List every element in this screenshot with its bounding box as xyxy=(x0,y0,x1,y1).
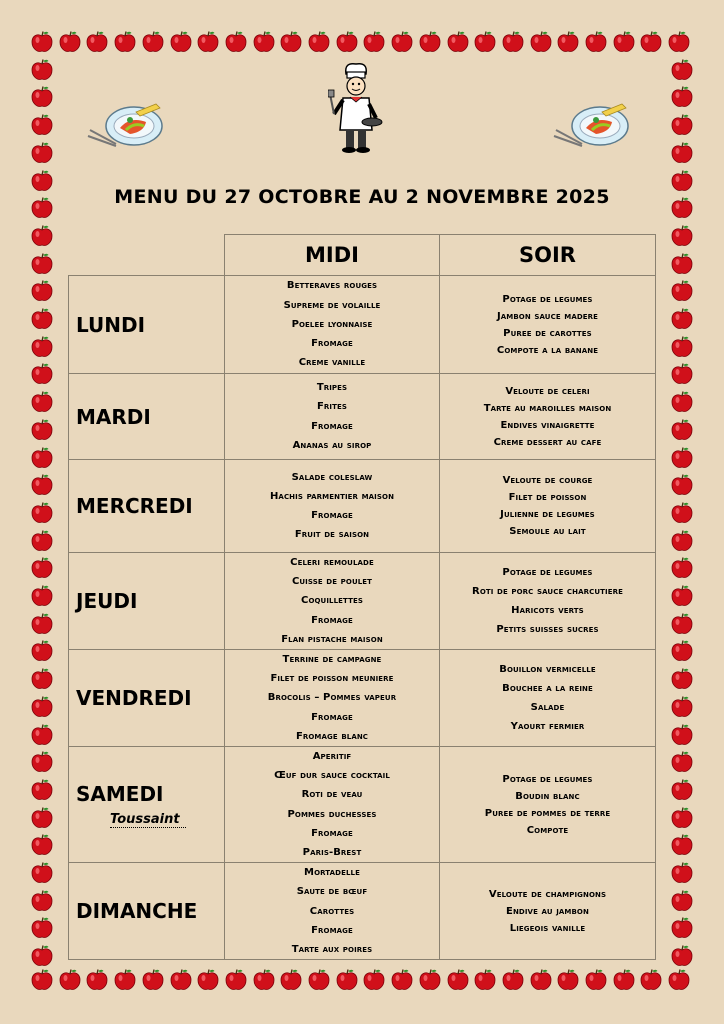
apple-icon xyxy=(85,968,109,992)
dish: Endives vinaigrette xyxy=(500,419,595,431)
apple-icon xyxy=(670,529,694,553)
day-row xyxy=(69,276,656,374)
apple-icon xyxy=(252,30,276,54)
apple-icon xyxy=(670,113,694,137)
dish: Saute de bœuf xyxy=(296,886,368,898)
dish: Petits suisses sucres xyxy=(496,624,599,635)
dish: Fromage blanc xyxy=(295,730,369,742)
apple-icon xyxy=(670,944,694,968)
dish: Filet de poisson meuniere xyxy=(270,673,394,685)
midi-cell xyxy=(225,553,440,650)
apple-icon xyxy=(30,224,54,248)
apple-icon xyxy=(670,695,694,719)
apple-icon xyxy=(224,968,248,992)
apple-icon xyxy=(30,889,54,913)
day-cell xyxy=(69,553,225,650)
dish: Fromage xyxy=(311,924,353,936)
dish: Tripes xyxy=(316,382,348,394)
dish: Puree de pommes de terre xyxy=(484,807,611,819)
day-cell xyxy=(69,276,225,374)
dish: Julienne de legumes xyxy=(500,509,595,520)
apple-icon xyxy=(141,30,165,54)
corner-cell xyxy=(69,235,225,276)
day-name: SAMEDI xyxy=(76,781,164,806)
dish: Coquillettes xyxy=(301,595,363,607)
apple-icon xyxy=(30,695,54,719)
apple-icon xyxy=(670,833,694,857)
menu-table xyxy=(68,234,656,960)
apple-icon xyxy=(670,861,694,885)
apple-icon xyxy=(30,529,54,553)
midi-cell xyxy=(225,863,440,960)
apple-icon xyxy=(670,723,694,747)
dish: Veloute de champignons xyxy=(488,888,607,900)
apple-icon xyxy=(418,968,442,992)
dish: Veloute de courge xyxy=(502,475,593,486)
day-cell xyxy=(69,863,225,960)
dish: Creme dessert au cafe xyxy=(493,436,602,448)
day-cell xyxy=(69,747,225,863)
apple-icon xyxy=(58,968,82,992)
apple-icon xyxy=(58,30,82,54)
apple-icon xyxy=(670,639,694,663)
dish: Fromage xyxy=(311,338,353,350)
column-header-midi: MIDI xyxy=(225,235,440,276)
apple-icon xyxy=(473,968,497,992)
dish: Liegeois vanille xyxy=(509,922,586,934)
dish: Œuf dur sauce cocktail xyxy=(274,770,390,782)
apple-icon xyxy=(670,750,694,774)
day-row xyxy=(69,374,656,460)
apple-icon xyxy=(30,113,54,137)
apple-icon xyxy=(30,252,54,276)
apple-icon xyxy=(670,916,694,940)
apple-icon xyxy=(446,30,470,54)
apple-icon xyxy=(670,335,694,359)
apple-icon xyxy=(113,968,137,992)
apple-icon xyxy=(667,968,691,992)
soir-cell xyxy=(440,747,656,863)
dish: Roti de veau xyxy=(301,789,363,801)
apple-icon xyxy=(667,30,691,54)
apple-icon xyxy=(279,30,303,54)
apple-icon xyxy=(584,968,608,992)
dish: Jambon sauce madere xyxy=(496,310,599,322)
apple-icon xyxy=(670,224,694,248)
dish: Semoule au lait xyxy=(509,526,586,537)
apple-icon xyxy=(252,968,276,992)
apple-icon xyxy=(335,968,359,992)
dish: Ananas au sirop xyxy=(292,439,372,451)
apple-icon xyxy=(670,362,694,386)
apple-icon xyxy=(670,889,694,913)
apple-icon xyxy=(30,362,54,386)
apple-icon xyxy=(390,30,414,54)
apple-icon xyxy=(501,30,525,54)
apple-icon xyxy=(670,58,694,82)
apple-icon xyxy=(670,501,694,525)
apple-icon xyxy=(670,473,694,497)
dish: Carottes xyxy=(309,905,355,917)
apple-icon xyxy=(670,141,694,165)
apple-icon xyxy=(670,390,694,414)
apple-icon xyxy=(196,968,220,992)
dish: Fromage xyxy=(311,711,353,723)
column-header-soir: SOIR xyxy=(440,235,656,276)
dish: Pommes duchesses xyxy=(287,808,377,820)
day-name: MERCREDI xyxy=(76,494,193,518)
chef-icon xyxy=(328,60,384,156)
dish: Celeri remoulade xyxy=(290,557,374,568)
day-cell xyxy=(69,650,225,747)
apple-icon xyxy=(85,30,109,54)
apple-icon xyxy=(670,778,694,802)
dish: Cuisse de poulet xyxy=(291,576,373,588)
dish: Yaourt fermier xyxy=(510,721,585,733)
soir-cell xyxy=(440,276,656,374)
dish: Filet de poisson xyxy=(508,492,587,503)
apple-icon xyxy=(224,30,248,54)
apple-icon xyxy=(30,279,54,303)
apple-icon xyxy=(30,85,54,109)
dish: Mortadelle xyxy=(304,867,360,879)
apple-icon xyxy=(30,584,54,608)
apple-icon xyxy=(670,446,694,470)
apple-icon xyxy=(307,968,331,992)
apple-icon xyxy=(30,806,54,830)
dish: Boudin blanc xyxy=(515,790,580,802)
soir-cell xyxy=(440,374,656,460)
day-name: JEUDI xyxy=(76,589,138,613)
apple-icon xyxy=(169,968,193,992)
dish: Tarte au maroilles maison xyxy=(483,402,612,414)
apple-icon xyxy=(30,778,54,802)
apple-icon xyxy=(362,30,386,54)
apple-icon xyxy=(30,833,54,857)
apple-icon xyxy=(30,501,54,525)
dish: Veloute de celeri xyxy=(505,385,590,397)
dish: Paris-Brest xyxy=(302,847,362,859)
day-name: LUNDI xyxy=(76,312,146,337)
midi-cell xyxy=(225,650,440,747)
day-name: MARDI xyxy=(76,404,151,429)
apple-icon xyxy=(30,556,54,580)
dish: Fruit de saison xyxy=(294,529,370,541)
dish: Fromage xyxy=(311,510,353,521)
apple-icon xyxy=(30,141,54,165)
apple-icon xyxy=(556,968,580,992)
apple-icon xyxy=(670,418,694,442)
apple-icon xyxy=(30,390,54,414)
day-row xyxy=(69,553,656,650)
apple-icon xyxy=(556,30,580,54)
apple-icon xyxy=(279,968,303,992)
apple-icon xyxy=(30,446,54,470)
apple-icon xyxy=(113,30,137,54)
day-cell xyxy=(69,460,225,553)
apple-icon xyxy=(307,30,331,54)
day-cell xyxy=(69,374,225,460)
midi-cell xyxy=(225,460,440,553)
midi-cell xyxy=(225,276,440,374)
dish: Salade coleslaw xyxy=(291,471,373,483)
apple-icon xyxy=(670,612,694,636)
dish: Creme vanille xyxy=(298,357,366,369)
day-row xyxy=(69,460,656,553)
apple-icon xyxy=(362,968,386,992)
apple-icon xyxy=(670,556,694,580)
apple-icon xyxy=(30,861,54,885)
dish: Puree de carottes xyxy=(503,327,592,339)
dish: Fromage xyxy=(311,420,353,432)
dish: Aperitif xyxy=(312,751,352,763)
apple-icon xyxy=(670,279,694,303)
apple-icon xyxy=(30,968,54,992)
midi-cell xyxy=(225,747,440,863)
apple-icon xyxy=(529,30,553,54)
apple-icon xyxy=(30,944,54,968)
apple-icon xyxy=(612,968,636,992)
dish: Compote a la banane xyxy=(496,344,599,356)
apple-icon xyxy=(418,30,442,54)
apple-icon xyxy=(30,916,54,940)
dish: Brocolis – Pommes vapeur xyxy=(267,692,397,704)
header-row xyxy=(69,235,656,276)
apple-icon xyxy=(670,252,694,276)
dish: Salade xyxy=(530,702,565,714)
dish: Flan pistache maison xyxy=(281,633,383,645)
dish: Terrine de campagne xyxy=(282,654,382,666)
dish: Betteraves rouges xyxy=(286,280,378,292)
dish: Potage de legumes xyxy=(502,567,593,578)
day-name: VENDREDI xyxy=(76,686,192,711)
apple-icon xyxy=(30,639,54,663)
apple-icon xyxy=(169,30,193,54)
dish: Hachis parmentier maison xyxy=(269,490,395,502)
apple-icon xyxy=(639,968,663,992)
dish: Fromage xyxy=(311,614,353,626)
dish: Potage de legumes xyxy=(502,773,593,785)
dish: Poelee lyonnaise xyxy=(291,318,373,330)
apple-icon xyxy=(529,968,553,992)
dish: Fromage xyxy=(311,827,353,839)
dish: Bouillon vermicelle xyxy=(499,663,596,675)
apple-icon xyxy=(30,667,54,691)
apple-icon xyxy=(501,968,525,992)
apple-icon xyxy=(30,30,54,54)
apple-icon xyxy=(30,335,54,359)
apple-icon xyxy=(670,85,694,109)
apple-icon xyxy=(30,750,54,774)
apple-icon xyxy=(639,30,663,54)
menu-title: MENU DU 27 OCTOBRE AU 2 NOVEMBRE 2025 xyxy=(114,186,610,208)
plate-icon xyxy=(86,100,168,154)
apple-icon xyxy=(335,30,359,54)
dish: Supreme de volaille xyxy=(283,299,381,311)
apple-icon xyxy=(30,612,54,636)
dish: Frites xyxy=(316,401,348,413)
apple-icon xyxy=(30,418,54,442)
dish: Bouchee a la reine xyxy=(502,682,593,694)
day-row xyxy=(69,747,656,863)
day-name: DIMANCHE xyxy=(76,899,198,924)
dish: Potage de legumes xyxy=(502,293,593,305)
soir-cell xyxy=(440,863,656,960)
day-row xyxy=(69,863,656,960)
apple-icon xyxy=(30,58,54,82)
apple-icon xyxy=(141,968,165,992)
apple-icon xyxy=(670,667,694,691)
apple-icon xyxy=(196,30,220,54)
apple-icon xyxy=(473,30,497,54)
apple-icon xyxy=(30,723,54,747)
apple-icon xyxy=(30,473,54,497)
holiday-note: Toussaint xyxy=(110,812,186,828)
day-row xyxy=(69,650,656,747)
midi-cell xyxy=(225,374,440,460)
apple-icon xyxy=(670,806,694,830)
soir-cell xyxy=(440,460,656,553)
apple-icon xyxy=(612,30,636,54)
dish: Endive au jambon xyxy=(506,905,589,917)
apple-icon xyxy=(390,968,414,992)
dish: Haricots verts xyxy=(511,605,584,616)
apple-icon xyxy=(30,307,54,331)
dish: Compote xyxy=(526,824,569,836)
apple-icon xyxy=(446,968,470,992)
apple-icon xyxy=(670,307,694,331)
apple-icon xyxy=(584,30,608,54)
dish: Tarte aux poires xyxy=(291,944,373,956)
soir-cell xyxy=(440,650,656,747)
apple-icon xyxy=(670,584,694,608)
plate-icon xyxy=(552,100,634,154)
soir-cell xyxy=(440,553,656,650)
dish: Roti de porc sauce charcutiere xyxy=(472,586,623,597)
